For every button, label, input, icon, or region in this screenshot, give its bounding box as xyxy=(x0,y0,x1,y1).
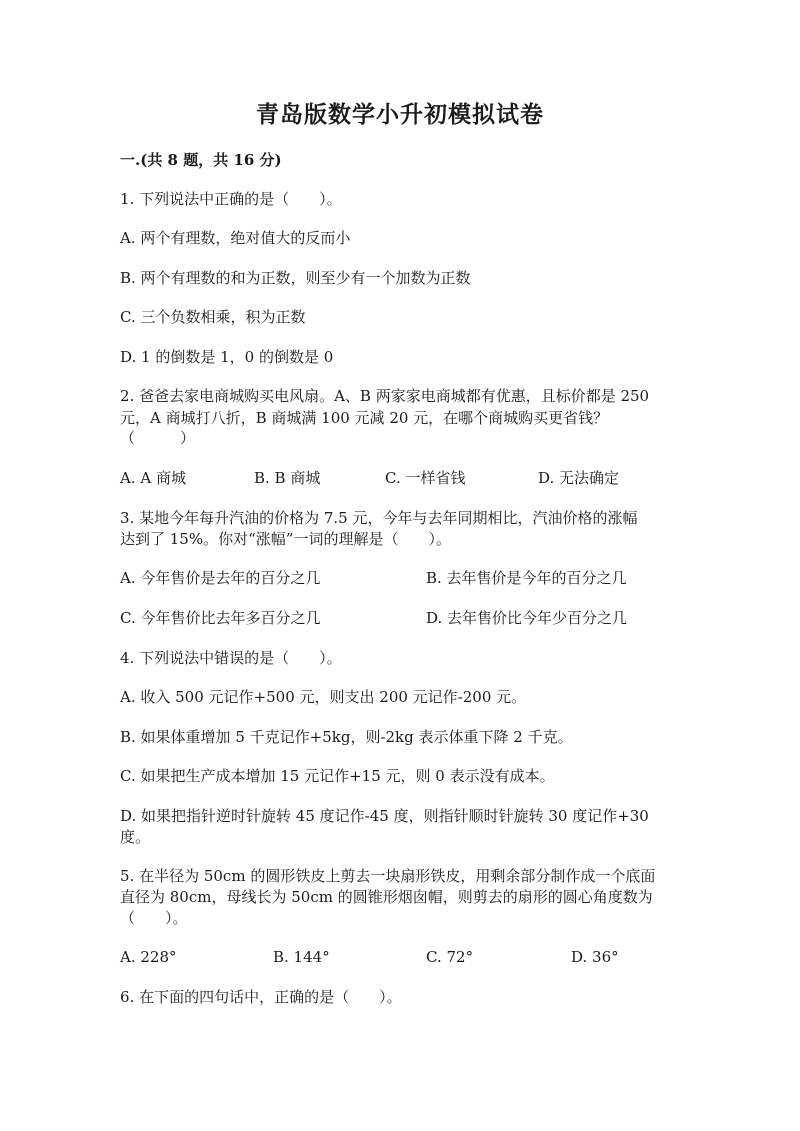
q3-stem-line1: 3. 某地今年每升汽油的价格为 7.5 元，今年与去年同期相比，汽油价格的涨幅 xyxy=(120,509,638,527)
q1-stem: 1. 下列说法中正确的是（ ）。 xyxy=(120,190,342,208)
q2-option-c: C. 一样省钱 xyxy=(385,469,466,487)
q4-option-b: B. 如果体重增加 5 千克记作+5kg，则-2kg 表示体重下降 2 千克。 xyxy=(120,728,573,746)
q4-option-a: A. 收入 500 元记作+500 元，则支出 200 元记作-200 元。 xyxy=(120,688,527,706)
q2-option-d: D. 无法确定 xyxy=(538,469,620,487)
q3-option-d: D. 去年售价比今年少百分之几 xyxy=(426,609,628,627)
q5-stem-line2: 直径为 80cm，母线长为 50cm 的圆锥形烟囱帽，则剪去的扇形的圆心角度数为 xyxy=(120,888,653,906)
q5-stem-line3: （ ）。 xyxy=(120,909,188,927)
q5-option-b: B. 144° xyxy=(273,948,330,966)
q5-option-a: A. 228° xyxy=(120,948,177,966)
q3-stem-line2: 达到了 15%。你对“涨幅”一词的理解是（ ）。 xyxy=(120,530,451,548)
q2-option-a: A. A 商城 xyxy=(120,469,186,487)
q4-option-d-line1: D. 如果把指针逆时针旋转 45 度记作-45 度，则指针顺时针旋转 30 度记作+30 xyxy=(120,807,649,825)
q1-option-a: A. 两个有理数，绝对值大的反而小 xyxy=(120,229,351,247)
q3-option-a: A. 今年售价是去年的百分之几 xyxy=(120,569,321,587)
q2-stem-line3: （ ） xyxy=(120,429,196,447)
q2-stem-line1: 2. 爸爸去家电商城购买电风扇。A、B 两家家电商城都有优惠，且标价都是 250 xyxy=(120,387,650,405)
q5-option-c: C. 72° xyxy=(426,948,474,966)
q2-stem-line2: 元，A 商城打八折，B 商城满 100 元减 20 元，在哪个商城购买更省钱？ xyxy=(120,409,609,427)
q1-option-b: B. 两个有理数的和为正数，则至少有一个加数为正数 xyxy=(120,269,471,287)
q1-option-c: C. 三个负数相乘，积为正数 xyxy=(120,308,306,326)
q3-option-b: B. 去年售价是今年的百分之几 xyxy=(426,569,627,587)
exam-title: 青岛版数学小升初模拟试卷 xyxy=(256,101,544,128)
q3-option-c: C. 今年售价比去年多百分之几 xyxy=(120,609,321,627)
q4-option-c: C. 如果把生产成本增加 15 元记作+15 元，则 0 表示没有成本。 xyxy=(120,767,555,785)
q2-option-b: B. B 商城 xyxy=(254,469,321,487)
q6-stem: 6. 在下面的四句话中，正确的是（ ）。 xyxy=(120,988,402,1006)
section-heading: 一.(共 8 题，共 16 分) xyxy=(120,151,282,169)
q1-option-d: D. 1 的倒数是 1，0 的倒数是 0 xyxy=(120,348,334,366)
q4-option-d-line2: 度。 xyxy=(120,828,151,846)
q5-option-d: D. 36° xyxy=(571,948,619,966)
q5-stem-line1: 5. 在半径为 50cm 的圆形铁皮上剪去一块扇形铁皮，用剩余部分制作成一个底面 xyxy=(120,867,656,885)
q4-stem: 4. 下列说法中错误的是（ ）。 xyxy=(120,649,342,667)
